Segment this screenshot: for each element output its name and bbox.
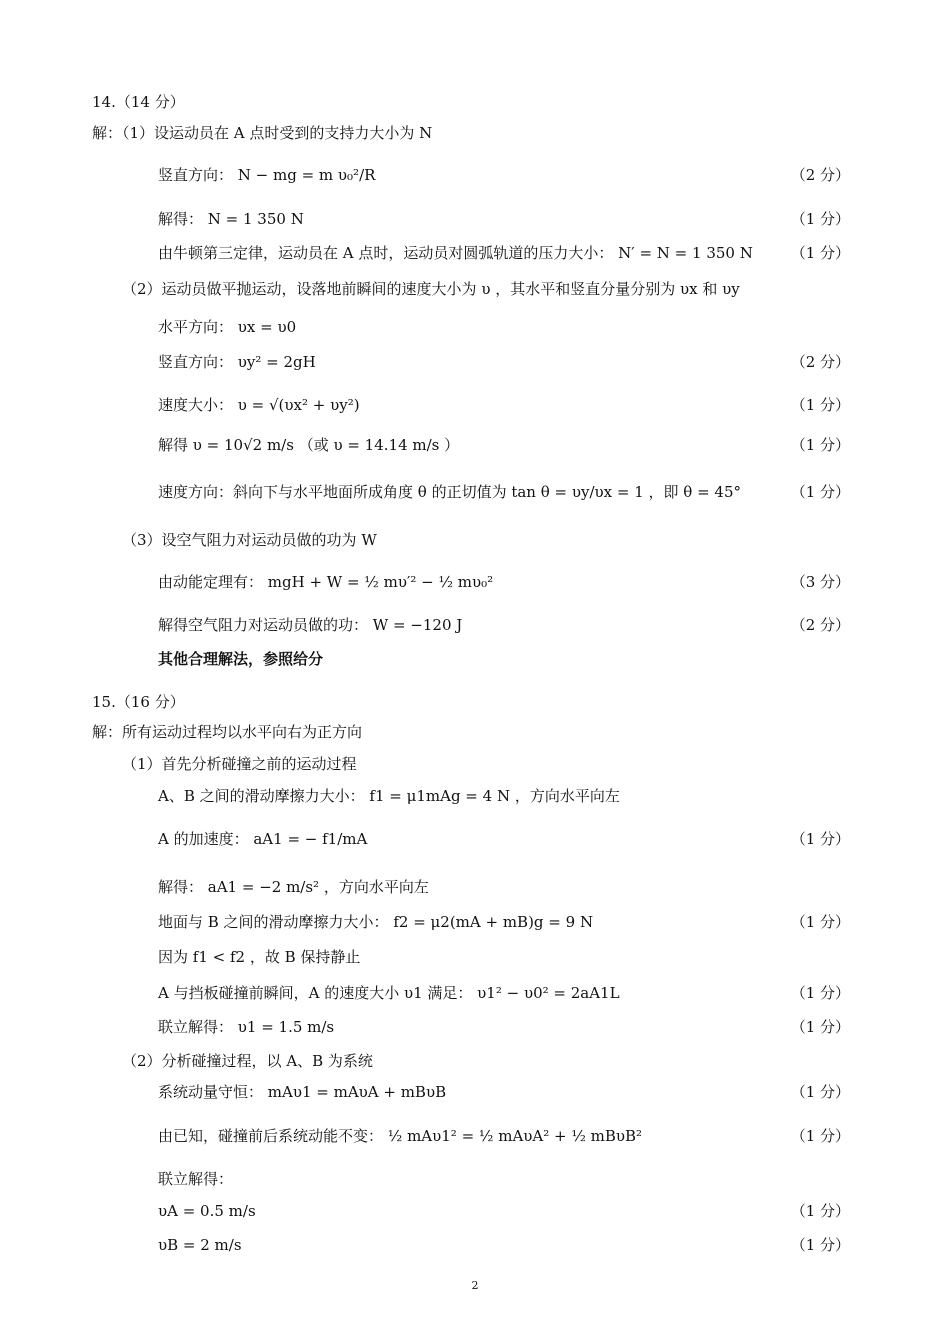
line-text: 由动能定理有： mgH + W = ½ mυ′² − ½ mυ₀²: [158, 573, 494, 591]
solution-line: [0, 1015, 950, 1039]
line-text: （2）运动员做平抛运动，设落地前瞬间的速度大小为 υ ，其水平和竖直分量分别为 υx 和 υy: [122, 280, 740, 298]
score-label: （1 分）: [790, 1083, 850, 1101]
line-text: 竖直方向： N − mg = m υ₀²/R: [158, 166, 376, 184]
solution-line: [0, 1199, 950, 1223]
score-label: （1 分）: [790, 436, 850, 454]
solution-line: [0, 613, 950, 637]
line-text: 解得： aA1 = −2 m/s² ，方向水平向左: [158, 878, 429, 896]
line-text: 14.（14 分）: [92, 93, 185, 111]
score-label: （1 分）: [790, 244, 850, 262]
score-label: （1 分）: [790, 913, 850, 931]
solution-line: [0, 121, 950, 145]
solution-line: [0, 241, 950, 265]
solution-line: [0, 784, 950, 808]
line-text: 解得： N = 1 350 N: [158, 210, 304, 228]
solution-line: [0, 1233, 950, 1257]
line-text: 解得空气阻力对运动员做的功： W = −120 J: [158, 616, 463, 634]
line-text: A 与挡板碰撞前瞬间，A 的速度大小 υ1 满足： υ1² − υ0² = 2aA1L: [158, 984, 620, 1002]
page-number: 2: [471, 1279, 479, 1292]
line-text: 水平方向： υx = υ0: [158, 318, 297, 336]
score-label: （1 分）: [790, 1236, 850, 1254]
solution-line: [0, 480, 950, 504]
q15-heading: [0, 690, 950, 714]
line-text: 竖直方向： υy² = 2gH: [158, 353, 316, 371]
line-text: 15.（16 分）: [92, 693, 185, 711]
line-text: （3）设空气阻力对运动员做的功为 W: [122, 531, 377, 549]
q14-heading: [0, 90, 950, 114]
score-label: （1 分）: [790, 1127, 850, 1145]
score-label: （2 分）: [790, 166, 850, 184]
line-text: 由牛顿第三定律，运动员在 A 点时，运动员对圆弧轨道的压力大小： N′ = N = 1 350 N: [158, 244, 753, 262]
line-text: 由已知，碰撞前后系统动能不变： ½ mAυ1² = ½ mAυA² + ½ mBυB²: [158, 1127, 643, 1145]
line-text: （1）首先分析碰撞之前的运动过程: [122, 755, 357, 773]
score-label: （1 分）: [790, 210, 850, 228]
solution-line: [0, 207, 950, 231]
solution-line: [0, 720, 950, 744]
line-text: υA = 0.5 m/s: [158, 1202, 256, 1220]
line-text: υB = 2 m/s: [158, 1236, 242, 1254]
line-text: 系统动量守恒： mAυ1 = mAυA + mBυB: [158, 1083, 447, 1101]
solution-line: [0, 163, 950, 187]
line-text: 解：（1）设运动员在 A 点时受到的支持力大小为 N: [92, 124, 433, 142]
solution-line: [0, 1124, 950, 1148]
line-text: 其他合理解法，参照给分: [158, 650, 324, 668]
solution-line: [0, 1049, 950, 1073]
solution-line: [0, 315, 950, 339]
line-text: 因为 f1 < f2 ，故 B 保持静止: [158, 948, 361, 966]
line-text: 解得 υ = 10√2 m/s （或 υ = 14.14 m/s ）: [158, 436, 460, 454]
solution-line: [0, 277, 950, 301]
line-text: 地面与 B 之间的滑动摩擦力大小： f2 = μ2(mA + mB)g = 9 N: [158, 913, 594, 931]
solution-line: [0, 981, 950, 1005]
line-text: （2）分析碰撞过程，以 A、B 为系统: [122, 1052, 373, 1070]
line-text: 联立解得：: [158, 1170, 234, 1188]
line-text: A、B 之间的滑动摩擦力大小： f1 = μ1mAg = 4 N ，方向水平向左: [158, 787, 620, 805]
score-label: （1 分）: [790, 483, 850, 501]
solution-line: [0, 752, 950, 776]
solution-line: [0, 433, 950, 457]
score-label: （1 分）: [790, 984, 850, 1002]
solution-line: [0, 875, 950, 899]
solution-line: [0, 910, 950, 934]
grading-note: [0, 647, 950, 671]
line-text: 速度大小： υ = √(υx² + υy²): [158, 396, 360, 414]
score-label: （2 分）: [790, 616, 850, 634]
score-label: （1 分）: [790, 830, 850, 848]
score-label: （1 分）: [790, 396, 850, 414]
line-text: 解：所有运动过程均以水平向右为正方向: [92, 723, 363, 741]
line-text: 联立解得： υ1 = 1.5 m/s: [158, 1018, 335, 1036]
solution-line: [0, 350, 950, 374]
score-label: （2 分）: [790, 353, 850, 371]
line-text: A 的加速度： aA1 = − f1/mA: [158, 830, 368, 848]
score-label: （1 分）: [790, 1018, 850, 1036]
solution-line: [0, 570, 950, 594]
solution-line: [0, 1080, 950, 1104]
solution-line: [0, 1167, 950, 1191]
score-label: （1 分）: [790, 1202, 850, 1220]
solution-line: [0, 827, 950, 851]
line-text: 速度方向：斜向下与水平地面所成角度 θ 的正切值为 tan θ = υy/υx = 1 ，即 θ = 45°: [158, 483, 742, 501]
solution-line: [0, 528, 950, 552]
solution-line: [0, 393, 950, 417]
score-label: （3 分）: [790, 573, 850, 591]
solution-line: [0, 945, 950, 969]
